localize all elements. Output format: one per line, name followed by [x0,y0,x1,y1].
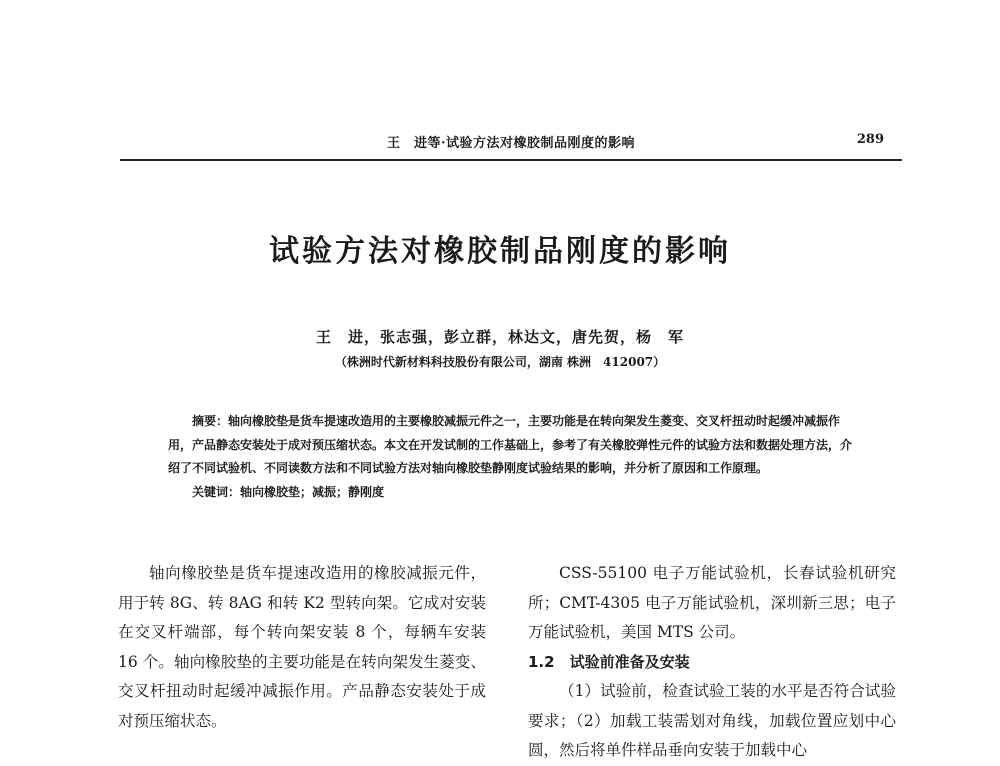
author-list: 王 进，张志强，彭立群，林达文，唐先贺，杨 军 [315,328,684,346]
header-rule [120,159,902,161]
keywords-text: 轴向橡胶垫；减振；静刚度 [240,484,385,499]
keywords-label: 关键词： [192,484,241,499]
article-title: 试验方法对橡胶制品刚度的影响 [269,234,731,269]
keywords-line [168,481,860,505]
abstract-text: 轴向橡胶垫是货车提速改造用的主要橡胶减振元件之一，主要功能是在转向架发生菱变、交叉杆扭动时起缓冲减振作用，产品静态安装处于成对预压缩状态。本文在开发试制的工作基础上，参考了有关橡胶弹性元件的试验方法和数据处理方法，介绍了不同试验机、不同读数方法和不同试验方法对轴向橡胶垫静刚度试验结果的影响，并分析了原因和工作原理。 [168,414,853,475]
running-title: 王 进等·试验方法对橡胶制品刚度的影响 [386,136,636,151]
section-heading: 1.2 试验前准备及安装 [528,652,690,671]
body-left-column [118,559,486,736]
body-right-column [528,559,896,766]
abstract-block [168,410,860,504]
running-head [120,132,902,154]
body-paragraph: 轴向橡胶垫是货车提速改造用的橡胶减振元件，用于转 8G、转 8AG 和转 K2 型转向架。它成对安装在交叉杆端部，每个转向架安装 8 个，每辆车安装 16 个。轴向橡胶垫的主要功能是在转向架发生菱变、交叉杆扭动时起缓冲减振作用。产品静态安装处于成对预压缩状态。 [118,564,486,730]
affiliation: （株洲时代新材料科技股份有限公司，湖南 株洲 412007） [334,355,666,369]
page-number: 289 [856,132,884,147]
body-paragraph-preparation: （1）试验前，检查试验工装的水平是否符合试验要求；（2）加载工装需划对角线，加载位置应划中心圆，然后将单件样品垂向安装于加载中心 [528,682,896,759]
abstract-label: 摘要： [192,414,229,428]
body-paragraph-equipment: CSS-55100 电子万能试验机，长春试验机研究所；CMT-4305 电子万能试验机，深圳新三思；电子万能试验机，美国 MTS 公司。 [528,564,896,641]
abstract-paragraph [168,410,860,481]
